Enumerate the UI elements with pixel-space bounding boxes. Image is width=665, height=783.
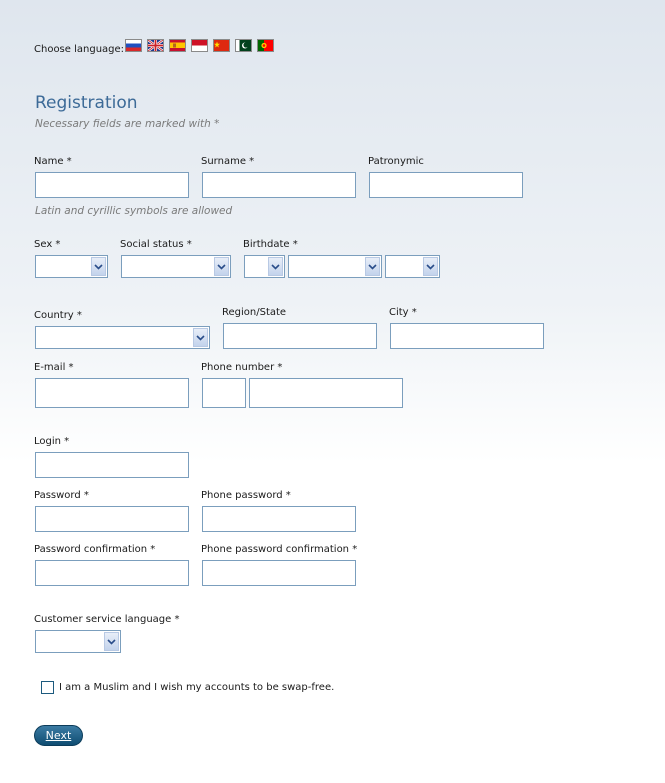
email-input[interactable] [35,378,189,408]
chevron-down-icon[interactable] [104,632,119,651]
phone-number-input[interactable] [249,378,403,408]
chevron-down-icon[interactable] [91,257,106,276]
name-chars-hint: Latin and cyrillic symbols are allowed [35,205,233,217]
cs-language-label: Customer service language * [34,614,180,625]
phone-password-confirm-input[interactable] [202,560,356,586]
portugal-flag-icon[interactable] [257,39,274,52]
birth-year-select[interactable] [385,255,440,278]
region-input[interactable] [223,323,377,349]
phone-code-input[interactable] [202,378,246,408]
social-status-label: Social status * [120,239,192,250]
social-status-select[interactable] [121,255,231,278]
chevron-down-icon[interactable] [193,328,208,347]
swap-free-checkbox[interactable] [41,681,54,694]
pakistan-flag-icon[interactable] [235,39,252,52]
login-label: Login * [34,436,70,447]
country-label: Country * [34,310,82,321]
china-flag-icon[interactable] [213,39,230,52]
city-label: City * [389,307,417,318]
cs-language-select[interactable] [35,630,121,653]
name-label: Name * [34,156,72,167]
password-confirm-input[interactable] [35,560,189,586]
birthdate-label: Birthdate * [243,239,298,250]
choose-language-label: Choose language: [34,44,125,55]
sex-label: Sex * [34,239,61,250]
sex-select[interactable] [35,255,108,278]
phone-password-input[interactable] [202,506,356,532]
surname-input[interactable] [202,172,356,198]
phone-password-confirm-label: Phone password confirmation * [201,544,358,555]
phone-password-label: Phone password * [201,490,291,501]
required-hint: Necessary fields are marked with * [35,118,220,130]
phone-label: Phone number * [201,362,283,373]
chevron-down-icon[interactable] [423,257,438,276]
password-label: Password * [34,490,89,501]
patronymic-input[interactable] [369,172,523,198]
swap-free-label: I am a Muslim and I wish my accounts to be swap-free. [59,682,335,693]
login-input[interactable] [35,452,189,478]
region-label: Region/State [222,307,287,318]
chevron-down-icon[interactable] [365,257,380,276]
uk-flag-icon[interactable] [147,39,164,52]
birth-day-select[interactable] [244,255,285,278]
chevron-down-icon[interactable] [214,257,229,276]
chevron-down-icon[interactable] [268,257,283,276]
spain-flag-icon[interactable] [169,39,186,52]
name-input[interactable] [35,172,189,198]
password-confirm-label: Password confirmation * [34,544,156,555]
city-input[interactable] [390,323,544,349]
birth-month-select[interactable] [288,255,382,278]
next-button[interactable]: Next [34,725,83,746]
email-label: E-mail * [34,362,74,373]
password-input[interactable] [35,506,189,532]
country-select[interactable] [35,326,210,349]
russia-flag-icon[interactable] [125,39,142,52]
patronymic-label: Patronymic [368,156,424,167]
page-title: Registration [35,93,138,113]
indonesia-flag-icon[interactable] [191,39,208,52]
surname-label: Surname * [201,156,255,167]
